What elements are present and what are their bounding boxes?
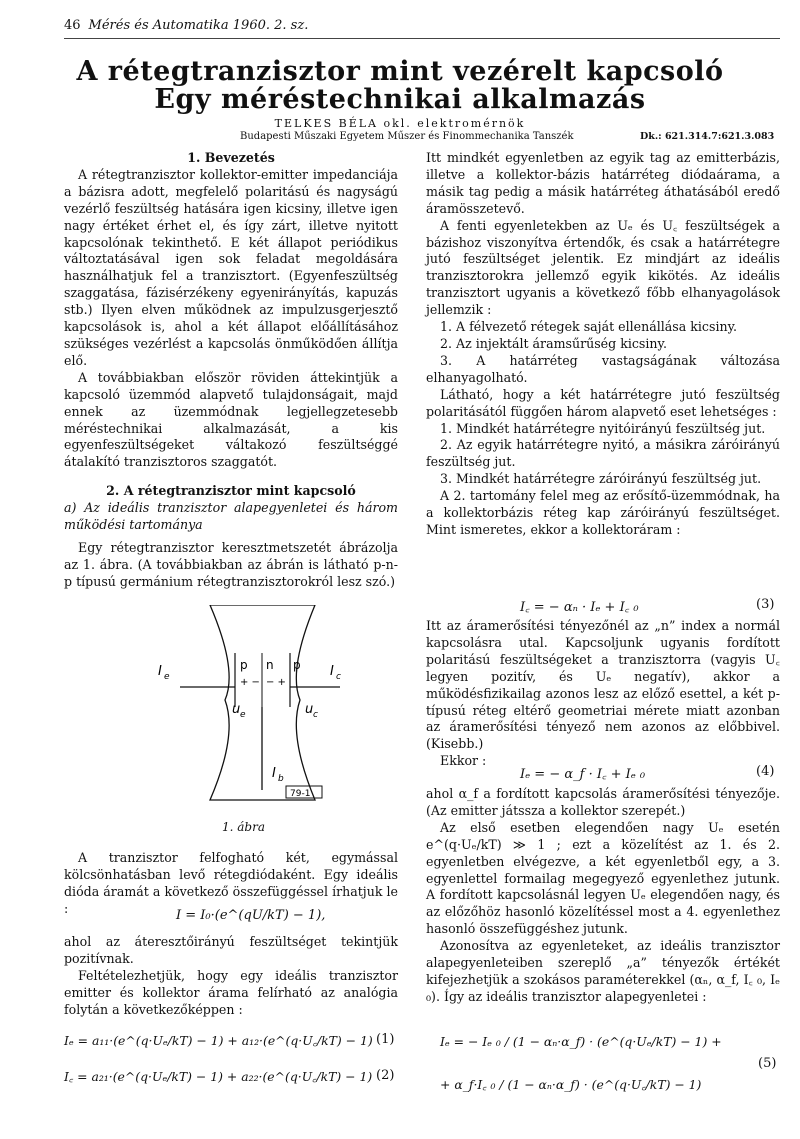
- paragraph: A fenti egyenletekben az Uₑ és U꜀ feszültségek a bázishoz viszonyítva értendők, és csak a határrétegre jutó feszültséget jelentik. Ez mindjárt az ideális tranzisztorokra jellemző egyik kikötés. Az ideális tranzisztort ugyanis a következő főbb elhanyagolások jellemzik :: [426, 217, 780, 318]
- list-item: 1. Mindkét határrétegre nyitóirányú feszültség jut.: [440, 420, 766, 436]
- svg-text:b: b: [278, 774, 284, 784]
- left-column-top: [64, 150, 398, 591]
- svg-text:n: n: [266, 658, 274, 672]
- figure-1-transistor-cross-section: [140, 605, 420, 805]
- svg-text:c: c: [336, 672, 341, 682]
- section-heading-1: 1. Bevezetés: [187, 150, 275, 165]
- paragraph: Itt az áramerősítési tényezőnél az „n” index a normál kapcsolásra utal. Kapcsoljunk ugyanis fordított polaritású feszültségeket a tranzisztorra (vagyis U꜀ legyen pozitív, és Uₑ negatív), akkor a működésfizikailag azonos lesz az előző esettel, a két p-típusú réteg eltérő geometriai mérete miatt azonban az áramerősítési tényező nem azonos az előbbivel. (Kisebb.): [426, 618, 780, 752]
- paragraph: Feltételezhetjük, hogy egy ideális tranzisztor emitter és kollektor árama felírható az analógia folytán a következőképpen :: [64, 967, 398, 1017]
- svg-text:u: u: [305, 702, 314, 717]
- subsection-heading: a) Az ideális tranzisztor alapegyenletei és három működési tartománya: [64, 500, 398, 533]
- equation-1-number: (1): [376, 1032, 395, 1047]
- journal-name: Mérés és Automatika 1960. 2. sz.: [88, 18, 309, 33]
- paragraph: ahol α_f a fordított kapcsolás áramerősítési tényezője. (Az emitter játssza a kollektor szerepét.): [426, 786, 780, 818]
- svg-text:I: I: [330, 664, 334, 679]
- right-column-middle: [426, 618, 780, 770]
- paragraph: Látható, hogy a két határrétegre jutó feszültség polaritásától függően három alapvető eset lehetséges :: [426, 386, 780, 419]
- list-item: 3. A határréteg vastagságának változása elhanyagolható.: [426, 352, 780, 385]
- figure-id: 79-1: [290, 789, 311, 799]
- list-item: 2. Az injektált áramsűrűség kicsiny.: [440, 335, 667, 351]
- page-number: 46: [64, 18, 81, 33]
- equation-diode: I = I₀·(e^(qU/kT) − 1),: [176, 908, 326, 923]
- svg-text:e: e: [164, 672, 170, 682]
- list-item: 1. A félvezető rétegek saját ellenállása kicsiny.: [440, 319, 738, 335]
- section-heading-2: 2. A rétegtranzisztor mint kapcsoló: [106, 483, 356, 499]
- right-column-bottom: [426, 786, 780, 1006]
- running-header: [64, 18, 308, 33]
- svg-text:u: u: [232, 702, 241, 717]
- paragraph: Egy rétegtranzisztor keresztmetszetét ábrázolja az 1. ábra. (A továbbiakban az ábrán is látható p-n-p típusú germánium rétegtranzisztorokról lesz szó.): [64, 539, 398, 589]
- author: TELKES BÉLA okl. elektromérnök: [274, 117, 526, 130]
- article-title: A rétegtranzisztor mint vezérelt kapcsoló: [76, 56, 724, 87]
- paragraph: Ekkor :: [440, 753, 487, 769]
- equation-5-number: (5): [758, 1056, 777, 1071]
- dk-classification: Dk.: 621.314.7:621.3.083: [640, 131, 775, 142]
- equation-5-line-1: Iₑ = − Iₑ ₀ / (1 − αₙ·α_f) · (e^(q·Uₑ/kT) − 1) +: [440, 1034, 722, 1049]
- equation-2-number: (2): [376, 1068, 395, 1083]
- list-item: 2. Az egyik határrétegre nyitó, a másikra záróirányú feszültség jut.: [426, 437, 780, 470]
- svg-text:c: c: [313, 710, 318, 720]
- equation-3: I꜀ = − αₙ · Iₑ + I꜀ ₀: [520, 600, 639, 615]
- paragraph: Itt mindkét egyenletben az egyik tag az emitterbázis, illetve a kollektor-bázis határréteg diódaárama, a másik tag pedig a másik határréteg áthatásából eredő áramösszetevő.: [426, 150, 780, 216]
- equation-3-number: (3): [756, 597, 775, 612]
- equation-1: Iₑ = a₁₁·(e^(q·Uₑ/kT) − 1) + a₁₂·(e^(q·U꜀/kT) − 1): [64, 1033, 373, 1048]
- equation-4: Iₑ = − α_f · I꜀ + Iₑ ₀: [520, 767, 646, 782]
- list-item: 3. Mindkét határrétegre záróirányú feszültség jut.: [440, 471, 762, 487]
- figure-caption: 1. ábra: [222, 820, 265, 834]
- paragraph: Azonosítva az egyenleteket, az ideális tranzisztor alapegyenleteiben szereplő „a” tényezők értékét kifejezhetjük a szokásos paraméterekkel (αₙ, α_f, I꜀ ₀, Iₑ ₀). Így az ideális tranzisztor alapegyenletei :: [426, 938, 780, 1004]
- left-column-bottom-2: [64, 934, 398, 1019]
- svg-text:− +: − +: [266, 677, 286, 688]
- svg-text:e: e: [240, 710, 246, 720]
- svg-text:+ −: + −: [240, 677, 260, 688]
- paragraph: Az első esetben elegendően nagy Uₑ esetén e^(q·Uₑ/kT) ≫ 1 ; ezt a közelítést az 1. és 2. egyenletben elvégezve, a két egyenletből egy, a 3. egyenlettel formailag megegyező egyenlethez jutunk. A fordított kapcsolásnál legyen Uₑ elegendően nagy, és az előzőhöz hasonló közelítéssel most a 4. egyenlethez hasonló összefüggéshez jutunk.: [426, 819, 780, 937]
- svg-text:I: I: [272, 766, 276, 781]
- paragraph: A továbbiakban először röviden áttekintjük a kapcsoló üzemmód alapvető tulajdonságait, majd ennek az üzemmódnak legjellegzetesebb méréstechnikai alkalmazását, a kis egyenfeszültségeket váltakozó feszültséggé átalakító tranzisztoros szaggatót.: [64, 369, 398, 470]
- paragraph: A tranzisztor felfogható két, egymással kölcsönhatásban levő rétegdiódaként. Egy ideális dióda áramát a következő összefüggéssel írhatjuk le :: [64, 850, 398, 916]
- equation-2: I꜀ = a₂₁·(e^(q·Uₑ/kT) − 1) + a₂₂·(e^(q·U꜀/kT) − 1): [64, 1069, 373, 1084]
- svg-text:p: p: [293, 658, 301, 672]
- affiliation: Budapesti Műszaki Egyetem Műszer és Finommechanika Tanszék: [240, 131, 574, 142]
- paragraph: A rétegtranzisztor kollektor-emitter impedanciája a bázisra adott, megfelelő polaritású és nagyságú vezérlő feszültség hatására igen kicsiny, illetve igen nagy értéket érhet el, és így zárt, illetve nyitott kapcsolónak tekinthető. E két állapot periódikus változtatásával igen sok feladat megoldására használhatjuk fel a tranzisztort. (Egyenfeszültség szaggatása, fázisérzékeny egyenirányítás, kapuzás stb.) Ilyen elven működnek az impulzusgerjesztő kapcsolások is, ahol a két állapot előállításához szükséges vezérlést a kapcsolás önműködően állítja elő.: [64, 166, 398, 368]
- svg-text:I: I: [158, 664, 162, 679]
- equation-4-number: (4): [756, 764, 775, 779]
- paragraph: A 2. tartomány felel meg az erősítő-üzemmódnak, ha a kollektorbázis réteg kap záróirányú feszültséget. Mint ismeretes, ekkor a kollektoráram :: [426, 488, 780, 537]
- svg-text:p: p: [240, 658, 248, 672]
- header-rule: [64, 38, 780, 39]
- article-subtitle: Egy méréstechnikai alkalmazás: [154, 84, 646, 115]
- paragraph: ahol az áteresztőirányú feszültséget tekintjük pozitívnak.: [64, 934, 398, 966]
- equation-5-line-2: + α_f·I꜀ ₀ / (1 − αₙ·α_f) · (e^(q·U꜀/kT) − 1): [440, 1077, 702, 1092]
- right-column-top: [426, 150, 780, 539]
